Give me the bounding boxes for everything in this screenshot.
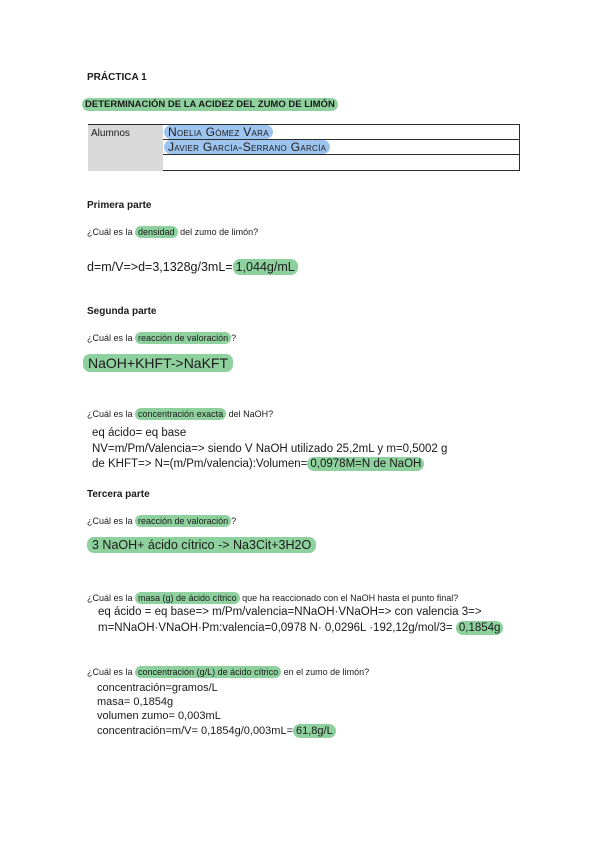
answer-line — [98, 622, 503, 636]
section-heading-first: Primera parte — [87, 200, 152, 211]
answer-highlight: 61,8g/L — [293, 724, 336, 738]
question-highlight: concentración exacta — [135, 408, 226, 420]
answer-text: de KHFT=> N=(m/Pm/valencia):Volumen= — [92, 458, 308, 470]
question-citric-concentration — [87, 667, 369, 678]
section-heading-third: Tercera parte — [87, 489, 150, 500]
answer-density — [87, 260, 298, 275]
answer-line: masa= 0,1854g — [97, 696, 174, 708]
question-suffix: ? — [231, 516, 237, 526]
answer-text: concentración=m/V= 0,1854g/0,003mL= — [97, 725, 293, 737]
answer-line: NV=m/Pm/Valencia=> siendo V NaOH utilizado 25,2mL y m=0,5002 g — [92, 443, 448, 455]
answer-highlight: 1,044g/mL — [233, 259, 298, 275]
question-prefix: ¿Cuál es la — [87, 667, 136, 677]
question-suffix: que ha reaccionado con el NaOH hasta el punto final? — [239, 593, 459, 603]
document-title: PRÁCTICA 1 — [87, 72, 147, 83]
document-subtitle — [82, 99, 338, 110]
student-row — [163, 140, 519, 155]
answer-highlight: 0,1854g — [456, 621, 504, 635]
answer-highlight: NaOH+KHFT->NaKFT — [83, 354, 233, 372]
answer-line: volumen zumo= 0,003mL — [97, 710, 221, 722]
subtitle-highlight: DETERMINACIÓN DE LA ACIDEZ DEL ZUMO DE LIMÓN — [82, 98, 338, 111]
students-table — [163, 124, 520, 171]
answer-line — [92, 458, 424, 472]
question-naoh-concentration — [87, 409, 273, 420]
section-heading-second: Segunda parte — [87, 306, 157, 317]
question-prefix: ¿Cuál es la — [87, 516, 136, 526]
question-suffix: ? — [231, 333, 237, 343]
question-highlight: reacción de valoración — [135, 332, 231, 344]
question-suffix: en el zumo de limón? — [281, 667, 370, 677]
answer-line — [97, 725, 336, 738]
question-prefix: ¿Cuál es la — [87, 227, 136, 237]
student-row — [163, 155, 519, 170]
question-prefix: ¿Cuál es la — [87, 409, 136, 419]
answer-highlight: 0,0978M=N de NaOH — [307, 457, 424, 471]
question-highlight: reacción de valoración — [135, 515, 231, 527]
question-prefix: ¿Cuál es la — [87, 593, 136, 603]
student-row — [163, 125, 519, 140]
question-highlight: densidad — [135, 226, 178, 238]
answer-line: eq ácido= eq base — [92, 427, 187, 439]
answer-line: concentración=gramos/L — [97, 682, 218, 694]
student-name: Javier García-Serrano García — [164, 140, 330, 154]
question-suffix: del zumo de limón? — [177, 227, 259, 237]
answer-reaction — [83, 355, 233, 372]
answer-highlight: 3 NaOH+ ácido cítrico -> Na3Cit+3H2O — [87, 537, 316, 553]
answer-line: eq ácido = eq base=> m/Pm/valencia=NNaOH·VNaOH=> con valencia 3=> — [98, 606, 482, 618]
question-suffix: del NaOH? — [226, 409, 274, 419]
question-highlight: concentración (g/L) de ácido cítrico — [135, 666, 281, 678]
question-mass — [87, 593, 458, 604]
question-reaction — [87, 333, 236, 344]
answer-text: m=NNaOH·VNaOH·Pm:valencia=0,0978 N· 0,0296L ·192,12g/mol/3= — [98, 622, 456, 634]
question-prefix: ¿Cuál es la — [87, 333, 136, 343]
question-density — [87, 227, 258, 238]
students-label-cell — [88, 124, 163, 171]
student-name: Noelia Gómez Vara — [164, 125, 273, 139]
answer-reaction — [87, 538, 316, 553]
students-label: Alumnos — [91, 128, 130, 139]
answer-text: d=m/V=>d=3,1328g/3mL= — [87, 260, 233, 274]
question-highlight: masa (g) de ácido cítrico — [135, 592, 240, 604]
question-reaction — [87, 516, 236, 527]
